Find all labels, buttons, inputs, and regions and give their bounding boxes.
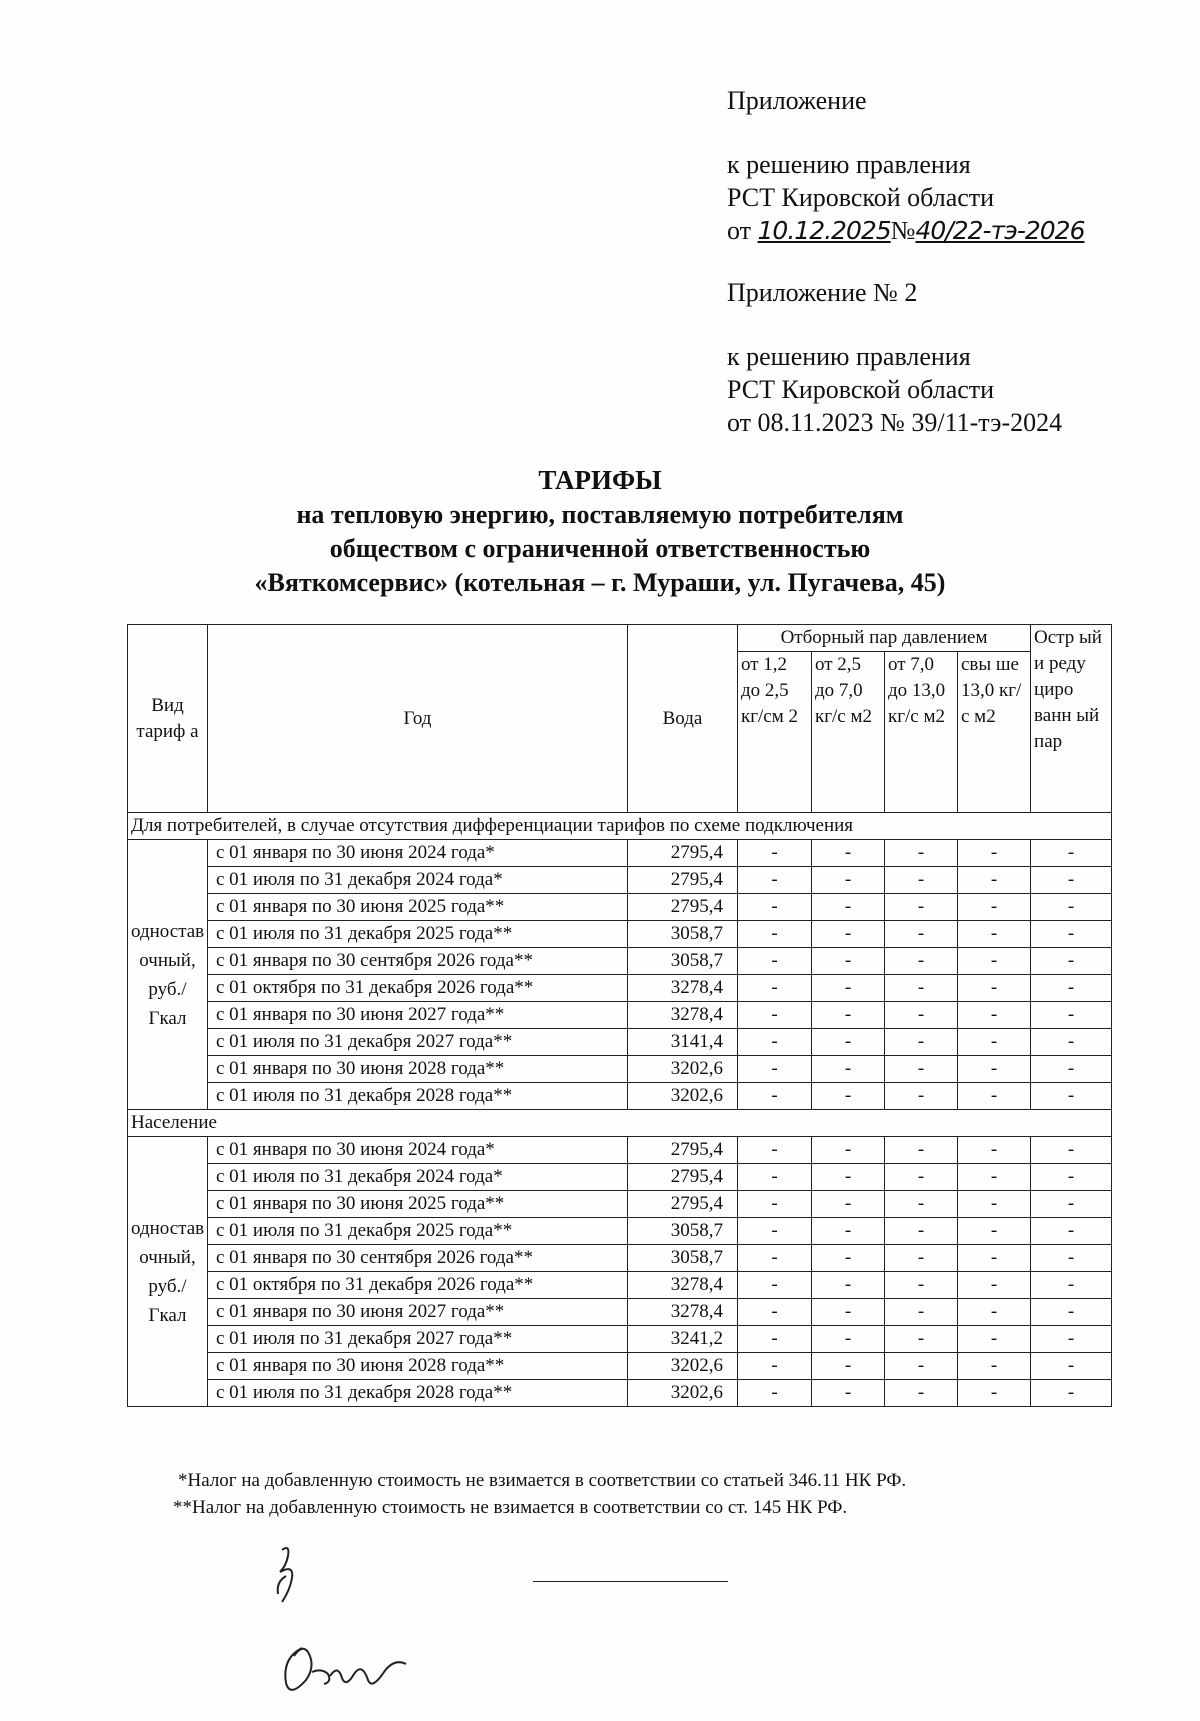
steam-1-value: - [738, 1353, 812, 1380]
steam-4-value: - [958, 975, 1031, 1002]
period-cell: с 01 января по 30 июня 2027 года** [208, 1002, 628, 1029]
table-row [128, 1137, 1112, 1164]
header-steam-group: Отборный пар давлением [738, 625, 1031, 652]
heading-line-3: «Вяткомсервис» (котельная – г. Мураши, ул. Пугачева, 45) [254, 568, 946, 597]
steam-1-value: - [738, 921, 812, 948]
appendix-date-prefix: от [727, 216, 758, 245]
steam-1-value: - [738, 1218, 812, 1245]
period-cell: с 01 января по 30 июня 2025 года** [208, 894, 628, 921]
period-cell: с 01 января по 30 июня 2028 года** [208, 1056, 628, 1083]
initials-mark [268, 1542, 308, 1612]
steam-1-value: - [738, 975, 812, 1002]
steam-1-value: - [738, 1137, 812, 1164]
handwritten-number: 40/22-тэ-2026 [915, 216, 1085, 245]
table-row [128, 921, 1112, 948]
period-cell: с 01 января по 30 июня 2027 года** [208, 1299, 628, 1326]
sharp-steam-value: - [1031, 1164, 1112, 1191]
steam-3-value: - [885, 1218, 958, 1245]
steam-1-value: - [738, 1245, 812, 1272]
footnote-2: **Налог на добавленную стоимость не взимается в соответствии со ст. 145 НК РФ. [173, 1497, 848, 1518]
steam-3-value: - [885, 1191, 958, 1218]
water-value: 3202,6 [628, 1056, 738, 1083]
steam-2-value: - [812, 1272, 885, 1299]
steam-3-value: - [885, 948, 958, 975]
document-title: ТАРИФЫ [538, 465, 662, 495]
period-cell: с 01 июля по 31 декабря 2027 года** [208, 1029, 628, 1056]
steam-1-value: - [738, 867, 812, 894]
steam-4-value: - [958, 1299, 1031, 1326]
signature [272, 1628, 432, 1708]
sharp-steam-value: - [1031, 1002, 1112, 1029]
steam-1-value: - [738, 840, 812, 867]
table-row [128, 867, 1112, 894]
period-cell: с 01 октября по 31 декабря 2026 года** [208, 975, 628, 1002]
table-row [128, 1326, 1112, 1353]
steam-1-value: - [738, 1164, 812, 1191]
steam-4-value: - [958, 840, 1031, 867]
sharp-steam-value: - [1031, 1353, 1112, 1380]
heading-line-1: на тепловую энергию, поставляемую потребителям [296, 500, 904, 529]
table-row [128, 1083, 1112, 1110]
section-title: Население [128, 1110, 1112, 1137]
steam-2-value: - [812, 1380, 885, 1407]
steam-1-value: - [738, 948, 812, 975]
header-sharp-steam: Остр ый и реду циро ванн ый пар [1031, 625, 1112, 813]
period-cell: с 01 января по 30 июня 2025 года** [208, 1191, 628, 1218]
steam-2-value: - [812, 1029, 885, 1056]
period-cell: с 01 июля по 31 декабря 2024 года* [208, 1164, 628, 1191]
sharp-steam-value: - [1031, 975, 1112, 1002]
sharp-steam-value: - [1031, 894, 1112, 921]
table-row [128, 1245, 1112, 1272]
steam-1-value: - [738, 1056, 812, 1083]
tariff-kind: одностав очный, руб./ Гкал [128, 1137, 208, 1407]
appendix-date-line [727, 214, 1084, 247]
steam-3-value: - [885, 921, 958, 948]
table-row [128, 948, 1112, 975]
section-title: Для потребителей, в случае отсутствия дифференциации тарифов по схеме подключения [128, 813, 1112, 840]
table-row [128, 1029, 1112, 1056]
water-value: 3058,7 [628, 1245, 738, 1272]
steam-2-value: - [812, 894, 885, 921]
water-value: 2795,4 [628, 867, 738, 894]
header-year: Год [208, 625, 628, 813]
steam-3-value: - [885, 1299, 958, 1326]
steam-2-value: - [812, 1002, 885, 1029]
period-cell: с 01 июля по 31 декабря 2025 года** [208, 1218, 628, 1245]
water-value: 2795,4 [628, 1137, 738, 1164]
steam-3-value: - [885, 1002, 958, 1029]
sharp-steam-value: - [1031, 867, 1112, 894]
tariff-kind: одностав очный, руб./ Гкал [128, 840, 208, 1110]
water-value: 3141,4 [628, 1029, 738, 1056]
table-row [128, 975, 1112, 1002]
steam-4-value: - [958, 1191, 1031, 1218]
steam-1-value: - [738, 1029, 812, 1056]
period-cell: с 01 января по 30 сентября 2026 года** [208, 948, 628, 975]
steam-4-value: - [958, 1164, 1031, 1191]
steam-3-value: - [885, 894, 958, 921]
header-steam-2: от 2,5 до 7,0 кг/с м2 [812, 652, 885, 813]
water-value: 3241,2 [628, 1326, 738, 1353]
header-row [128, 625, 1112, 652]
table-row [128, 1191, 1112, 1218]
steam-3-value: - [885, 1326, 958, 1353]
period-cell: с 01 октября по 31 декабря 2026 года** [208, 1272, 628, 1299]
steam-3-value: - [885, 1083, 958, 1110]
steam-4-value: - [958, 1056, 1031, 1083]
water-value: 3202,6 [628, 1083, 738, 1110]
steam-2-value: - [812, 1245, 885, 1272]
water-value: 3202,6 [628, 1353, 738, 1380]
steam-1-value: - [738, 1326, 812, 1353]
steam-3-value: - [885, 1380, 958, 1407]
header-steam-4: свы ше 13,0 кг/с м2 [958, 652, 1031, 813]
sharp-steam-value: - [1031, 1191, 1112, 1218]
steam-2-value: - [812, 1056, 885, 1083]
tariff-table [127, 624, 1112, 1407]
steam-4-value: - [958, 948, 1031, 975]
table-row [128, 1056, 1112, 1083]
table-row [128, 1002, 1112, 1029]
footnote-1: *Налог на добавленную стоимость не взимается в соответствии со статьей 346.11 НК РФ. [178, 1470, 907, 1491]
header-steam-3: от 7,0 до 13,0 кг/с м2 [885, 652, 958, 813]
steam-2-value: - [812, 1218, 885, 1245]
steam-3-value: - [885, 1137, 958, 1164]
steam-3-value: - [885, 1272, 958, 1299]
sharp-steam-value: - [1031, 948, 1112, 975]
appendix2-line-3: от 08.11.2023 № 39/11-тэ-2024 [727, 408, 1063, 437]
steam-3-value: - [885, 1056, 958, 1083]
handwritten-date: 10.12.2025 [757, 216, 891, 245]
appendix2-line-1: к решению правления [727, 342, 971, 371]
appendix-title: Приложение [727, 86, 867, 115]
sharp-steam-value: - [1031, 1218, 1112, 1245]
steam-2-value: - [812, 948, 885, 975]
steam-4-value: - [958, 1002, 1031, 1029]
appendix2-line-2: РСТ Кировской области [727, 375, 995, 404]
steam-3-value: - [885, 975, 958, 1002]
steam-4-value: - [958, 867, 1031, 894]
steam-1-value: - [738, 1083, 812, 1110]
steam-2-value: - [812, 921, 885, 948]
period-cell: с 01 января по 30 июня 2024 года* [208, 840, 628, 867]
table-row [128, 1380, 1112, 1407]
heading-line-2: обществом с ограниченной ответственностью [329, 534, 871, 563]
steam-1-value: - [738, 894, 812, 921]
sharp-steam-value: - [1031, 1299, 1112, 1326]
steam-4-value: - [958, 921, 1031, 948]
appendix-line-2: РСТ Кировской области [727, 183, 995, 212]
table-row [128, 1272, 1112, 1299]
section-row [128, 1110, 1112, 1137]
steam-3-value: - [885, 1245, 958, 1272]
period-cell: с 01 января по 30 июня 2024 года* [208, 1137, 628, 1164]
water-value: 3202,6 [628, 1380, 738, 1407]
table-row [128, 840, 1112, 867]
steam-2-value: - [812, 1083, 885, 1110]
steam-4-value: - [958, 1272, 1031, 1299]
steam-3-value: - [885, 840, 958, 867]
sharp-steam-value: - [1031, 1083, 1112, 1110]
water-value: 3058,7 [628, 1218, 738, 1245]
sharp-steam-value: - [1031, 1029, 1112, 1056]
sharp-steam-value: - [1031, 1137, 1112, 1164]
period-cell: с 01 июля по 31 декабря 2028 года** [208, 1083, 628, 1110]
steam-1-value: - [738, 1272, 812, 1299]
steam-3-value: - [885, 867, 958, 894]
steam-2-value: - [812, 1191, 885, 1218]
appendix-number-sign: № [890, 216, 916, 245]
header-water: Вода [628, 625, 738, 813]
steam-2-value: - [812, 867, 885, 894]
table-row [128, 1299, 1112, 1326]
steam-3-value: - [885, 1029, 958, 1056]
steam-1-value: - [738, 1299, 812, 1326]
water-value: 3058,7 [628, 921, 738, 948]
steam-4-value: - [958, 1137, 1031, 1164]
water-value: 3278,4 [628, 1299, 738, 1326]
table-row [128, 1353, 1112, 1380]
steam-2-value: - [812, 1299, 885, 1326]
steam-3-value: - [885, 1164, 958, 1191]
steam-4-value: - [958, 1218, 1031, 1245]
water-value: 3278,4 [628, 1002, 738, 1029]
steam-4-value: - [958, 1245, 1031, 1272]
steam-4-value: - [958, 1029, 1031, 1056]
table-row [128, 1164, 1112, 1191]
water-value: 2795,4 [628, 1191, 738, 1218]
sharp-steam-value: - [1031, 1272, 1112, 1299]
steam-4-value: - [958, 894, 1031, 921]
divider-line [533, 1581, 728, 1582]
steam-3-value: - [885, 1353, 958, 1380]
steam-2-value: - [812, 1137, 885, 1164]
steam-2-value: - [812, 975, 885, 1002]
steam-4-value: - [958, 1083, 1031, 1110]
water-value: 3278,4 [628, 1272, 738, 1299]
steam-2-value: - [812, 1326, 885, 1353]
steam-1-value: - [738, 1002, 812, 1029]
water-value: 3278,4 [628, 975, 738, 1002]
period-cell: с 01 января по 30 июня 2028 года** [208, 1353, 628, 1380]
steam-4-value: - [958, 1380, 1031, 1407]
water-value: 2795,4 [628, 894, 738, 921]
steam-1-value: - [738, 1380, 812, 1407]
steam-2-value: - [812, 1164, 885, 1191]
steam-4-value: - [958, 1326, 1031, 1353]
sharp-steam-value: - [1031, 1056, 1112, 1083]
section-row [128, 813, 1112, 840]
header-steam-1: от 1,2 до 2,5 кг/см 2 [738, 652, 812, 813]
header-kind: Вид тариф а [128, 625, 208, 813]
sharp-steam-value: - [1031, 1245, 1112, 1272]
period-cell: с 01 июля по 31 декабря 2028 года** [208, 1380, 628, 1407]
table-row [128, 894, 1112, 921]
period-cell: с 01 января по 30 сентября 2026 года** [208, 1245, 628, 1272]
steam-2-value: - [812, 1353, 885, 1380]
steam-1-value: - [738, 1191, 812, 1218]
table-row [128, 1218, 1112, 1245]
water-value: 2795,4 [628, 1164, 738, 1191]
period-cell: с 01 июля по 31 декабря 2027 года** [208, 1326, 628, 1353]
sharp-steam-value: - [1031, 1380, 1112, 1407]
sharp-steam-value: - [1031, 840, 1112, 867]
steam-4-value: - [958, 1353, 1031, 1380]
steam-2-value: - [812, 840, 885, 867]
appendix2-title: Приложение № 2 [727, 278, 918, 307]
appendix-line-1: к решению правления [727, 150, 971, 179]
period-cell: с 01 июля по 31 декабря 2025 года** [208, 921, 628, 948]
period-cell: с 01 июля по 31 декабря 2024 года* [208, 867, 628, 894]
water-value: 2795,4 [628, 840, 738, 867]
sharp-steam-value: - [1031, 921, 1112, 948]
water-value: 3058,7 [628, 948, 738, 975]
sharp-steam-value: - [1031, 1326, 1112, 1353]
